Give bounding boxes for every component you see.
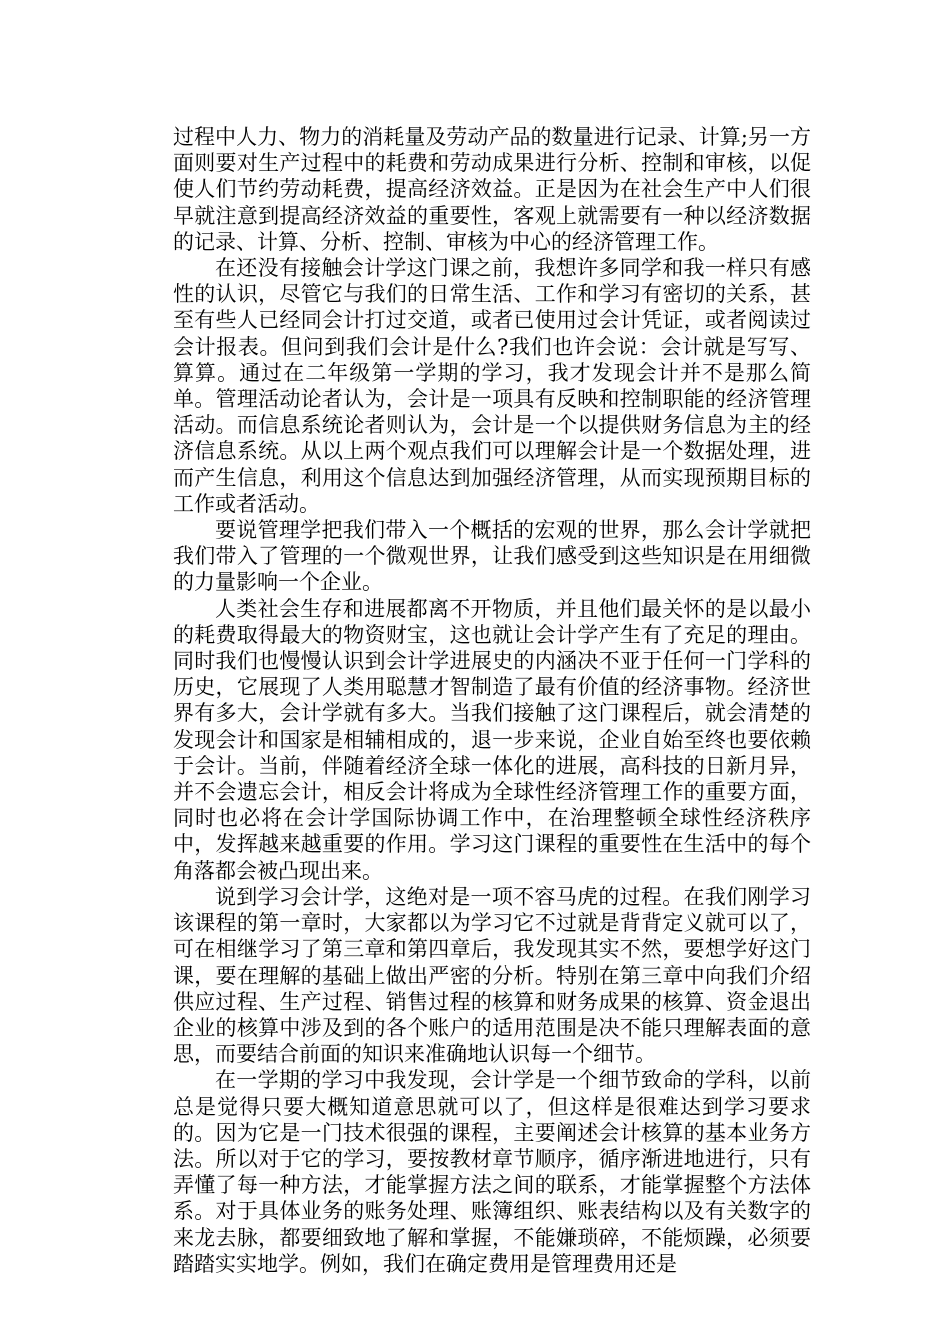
paragraph: 在一学期的学习中我发现，会计学是一个细节致命的学科，以前总是觉得只要大概知道意思就可以了，但这样是很难达到学习要求的。因为它是一门技术很强的课程，主要阐述会计核算的基本业务方法。所以对于它的学习，要按教材章节顺序，循序渐进地进行，只有弄懂了每一种方法，才能掌握方法之间的联系，才能掌握整个方法体系。对于具体业务的账务处理、账簿组织、账表结构以及有关数字的来龙去脉，都要细致地了解和掌握，不能嫌琐碎，不能烦躁，必须要踏踏实实地学。例如，我们在确定费用是管理费用还是 [173, 1068, 811, 1276]
paragraph: 人类社会生存和进展都离不开物质，并且他们最关怀的是以最小的耗费取得最大的物资财宝，这也就让会计学产生有了充足的理由。同时我们也慢慢认识到会计学进展史的内涵决不亚于任何一门学科的历史，它展现了人类用聪慧才智制造了最有价值的经济事物。经济世界有多大，会计学就有多大。当我们接触了这门课程后，就会清楚的发现会计和国家是相辅相成的，退一步来说，企业自始至终也要依赖于会计。当前，伴随着经济全球一体化的进展，高科技的日新月异，并不会遗忘会计，相反会计将成为全球性经济管理工作的重要方面，同时也必将在会计学国际协调工作中，在治理整顿全球性经济秩序中，发挥越来越重要的作用。学习这门课程的重要性在生活中的每个角落都会被凸现出来。 [173, 596, 811, 883]
paragraph: 说到学习会计学，这绝对是一项不容马虎的过程。在我们刚学习该课程的第一章时，大家都以为学习它不过就是背背定义就可以了，可在相继学习了第三章和第四章后，我发现其实不然，要想学好这门课，要在理解的基础上做出严密的分析。特别在第三章中向我们介绍供应过程、生产过程、销售过程的核算和财务成果的核算、资金退出企业的核算中涉及到的各个账户的适用范围是决不能只理解表面的意思，而要结合前面的知识来准确地认识每一个细节。 [173, 884, 811, 1067]
body-text [173, 124, 811, 1277]
paragraph: 在还没有接触会计学这门课之前，我想许多同学和我一样只有感性的认识，尽管它与我们的日常生活、工作和学习有密切的关系，甚至有些人已经同会计打过交道，或者已使用过会计凭证，或者阅读过会计报表。但问到我们会计是什么?我们也许会说：会计就是写写、算算。通过在二年级第一学期的学习，我才发现会计并不是那么简单。管理活动论者认为，会计是一项具有反映和控制职能的经济管理活动。而信息系统论者则认为，会计是一个以提供财务信息为主的经济信息系统。从以上两个观点我们可以理解会计是一个数据处理，进而产生信息，利用这个信息达到加强经济管理，从而实现预期目标的工作或者活动。 [173, 256, 811, 516]
paragraph-continuation: 过程中人力、物力的消耗量及劳动产品的数量进行记录、计算;另一方面则要对生产过程中的耗费和劳动成果进行分析、控制和审核，以促使人们节约劳动耗费，提高经济效益。正是因为在社会生产中人们很早就注意到提高经济效益的重要性，客观上就需要有一种以经济数据的记录、计算、分析、控制、审核为中心的经济管理工作。 [173, 125, 811, 254]
paragraph: 要说管理学把我们带入一个概括的宏观的世界，那么会计学就把我们带入了管理的一个微观世界，让我们感受到这些知识是在用细微的力量影响一个企业。 [173, 518, 811, 595]
